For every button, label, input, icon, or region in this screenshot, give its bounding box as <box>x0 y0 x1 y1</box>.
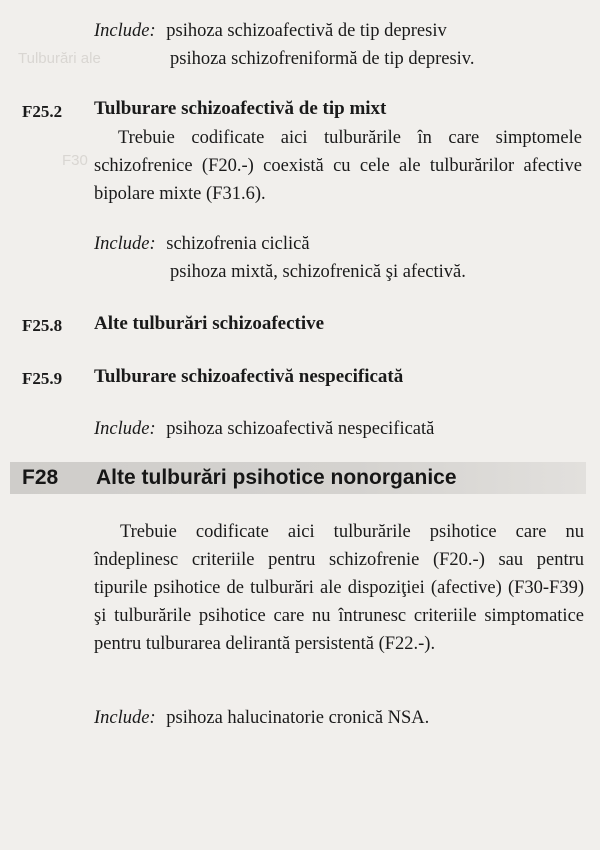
include-label: Include: <box>94 708 156 728</box>
section-description: Trebuie codificate aici tulburările în care simptomele schizofrenice (F20.-) coexistă cu cele ale tulburărilor afective bipolare mixte (F31.6). <box>94 128 582 204</box>
include-item: schizofrenia ciclică <box>166 234 310 254</box>
section-code: F25.8 <box>22 316 63 335</box>
category-code: F28 <box>22 466 59 489</box>
include-item: psihoza schizoafectivă nespecificată <box>166 419 435 439</box>
include-block <box>94 231 310 257</box>
include-item: psihoza halucinatorie cronică NSA. <box>166 708 430 728</box>
bleed-through-text-2: F30 <box>62 152 88 169</box>
include-label: Include: <box>94 234 156 254</box>
category-title: Alte tulburări psihotice nonorganice <box>96 466 457 489</box>
include-block <box>94 705 429 731</box>
include-block <box>94 416 434 442</box>
section-code: F25.9 <box>22 369 63 388</box>
section-title: Alte tulburări schizoafective <box>94 313 325 334</box>
include-item: psihoza schizoafectivă de tip depresiv <box>166 21 447 41</box>
section-title: Tulburare schizoafectivă nespecificată <box>94 366 404 387</box>
include-label: Include: <box>94 21 156 41</box>
include-block-top <box>94 18 447 44</box>
section-title: Tulburare schizoafectivă de tip mixt <box>94 98 387 119</box>
include-label: Include: <box>94 419 156 439</box>
include-item: psihoza mixtă, schizofrenică şi afectivă. <box>170 262 466 282</box>
include-item: psihoza schizofreniformă de tip depresiv. <box>170 49 475 69</box>
section-code: F25.2 <box>22 102 63 121</box>
category-description: Trebuie codificate aici tulburările psihotice care nu îndeplinesc criteriile pentru schizofrenie (F20.-) sau pentru tipurile psihotice de tulburări ale dispoziţiei (afective) (F30-F39) şi tulburările psihotice care nu întrunesc criteriile simptomatice pentru tulburarea delirantă persistentă (F22.-). <box>94 522 584 654</box>
bleed-through-text-1: Tulburări ale <box>18 50 101 67</box>
